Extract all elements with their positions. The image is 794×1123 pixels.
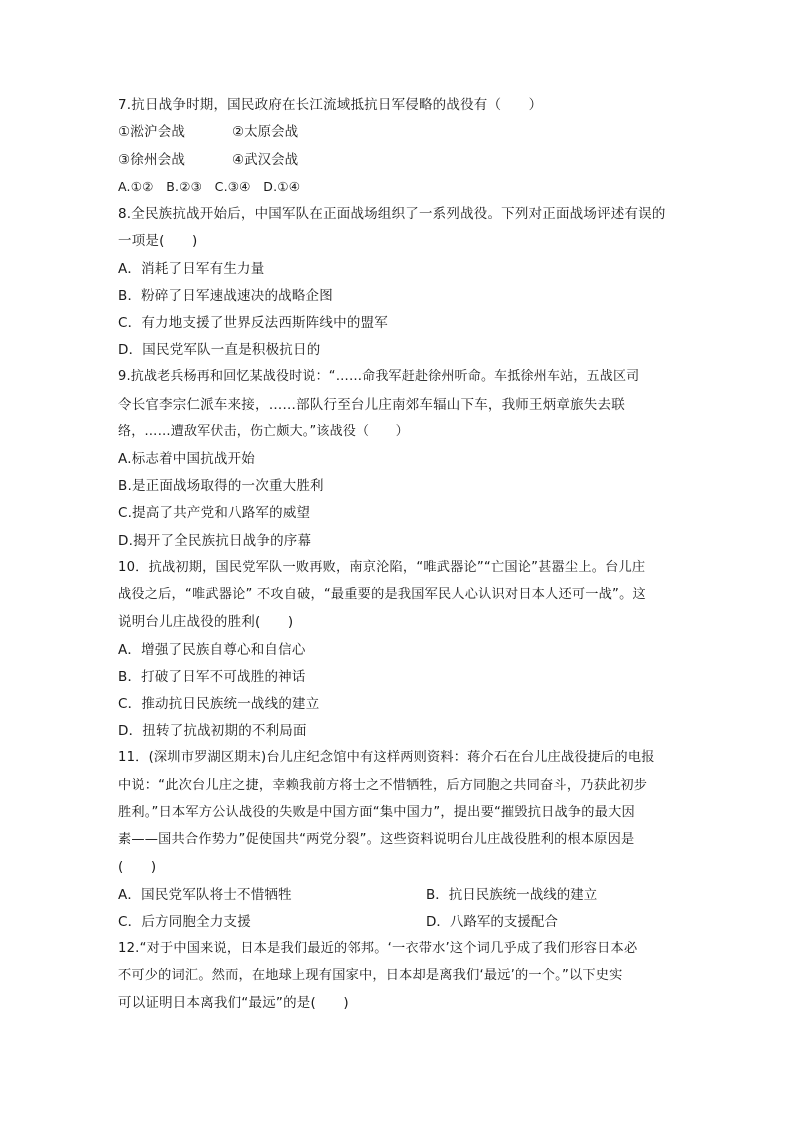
q8-option-d: D．国民党军队一直是积极抗日的 [118, 342, 321, 358]
q11-stem-line-3: 胜利。”日本军方公认战役的失败是中国方面“集中国力”，提出要“摧毁抗日战争的最大因 [118, 805, 635, 820]
q12-stem-line-3: 可以证明日本离我们“最远”的是( ) [118, 995, 349, 1011]
q8-option-a: A．消耗了日军有生力量 [118, 261, 265, 277]
q7-stem: 7.抗日战争时期，国民政府在长江流域抵抗日军侵略的战役有（ ） [118, 97, 543, 113]
q12-stem-line-2: 不可少的词汇。然而，在地球上现有国家中，日本却是离我们‘最远’的一个。”以下史实 [118, 968, 623, 983]
q10-stem-line-1: 10．抗战初期，国民党军队一败再败，南京沦陷，“唯武器论”“亡国论”甚嚣尘上。台儿庄 [118, 560, 646, 575]
q12-stem-line-1: 12.“对于中国来说，日本是我们最近的邻邦。‘一衣带水’这个词几乎成了我们形容日本必 [118, 941, 638, 956]
q10-option-c: C．推动抗日民族统一战线的建立 [118, 696, 320, 712]
q11-option-c: C．后方同胞全力支援 [118, 914, 251, 930]
q7-item-4: ④武汉会战 [232, 152, 299, 168]
q7-options: A.①② B.②③ C.③④ D.①④ [118, 179, 301, 194]
q11-option-a: A．国民党军队将士不惜牺牲 [118, 887, 292, 903]
q11-option-d: D．八路军的支援配合 [426, 914, 558, 930]
q10-option-b: B．打破了日军不可战胜的神话 [118, 669, 306, 685]
q8-option-c: C．有力地支援了世界反法西斯阵线中的盟军 [118, 315, 388, 331]
q8-option-b: B．粉碎了日军速战速决的战略企图 [118, 288, 333, 304]
q7-item-3: ③徐州会战 [118, 152, 186, 168]
q9-stem-line-2: 令长官李宗仁派车来接，……部队行至台儿庄南郊车辐山下车，我师王炳章旅失去联 [118, 397, 625, 413]
q7-item-1: ①淞沪会战 [118, 124, 186, 140]
q8-stem-line-2: 一项是( ) [118, 233, 198, 249]
q9-option-c: C.提高了共产党和八路军的威望 [118, 505, 311, 521]
q10-option-d: D．扭转了抗战初期的不利局面 [118, 723, 307, 739]
q9-option-d: D.揭开了全民族抗日战争的序幕 [118, 533, 312, 549]
q11-stem-line-5: ( ) [118, 859, 157, 875]
q10-stem-line-2: 战役之后，“唯武器论” 不攻自破，“最重要的是我国军民人心认识对日本人还可一战”。这 [118, 587, 646, 602]
q9-option-b: B.是正面战场取得的一次重大胜利 [118, 478, 324, 494]
q11-stem-line-4: 素——国共合作势力”促使国共“两党分裂”。这些资料说明台儿庄战役胜利的根本原因是 [118, 832, 635, 847]
q10-option-a: A．增强了民族自尊心和自信心 [118, 642, 306, 658]
q9-stem-line-1: 9.抗战老兵杨再和回忆某战役时说：“……命我军赶赴徐州听命。车抵徐州车站，五战区司 [118, 369, 640, 384]
q11-option-b: B．抗日民族统一战线的建立 [426, 887, 598, 903]
q9-option-a: A.标志着中国抗战开始 [118, 451, 255, 467]
q7-item-2: ②太原会战 [232, 124, 299, 140]
q11-stem-line-2: 中说：“此次台儿庄之捷，幸赖我前方将士之不惜牺牲，后方同胞之共同奋斗，乃获此初步 [118, 778, 648, 793]
q8-stem-line-1: 8.全民族抗战开始后，中国军队在正面战场组织了一系列战役。下列对正面战场评述有误的 [118, 206, 666, 222]
q10-stem-line-3: 说明台儿庄战役的胜利( ) [118, 614, 294, 630]
q11-stem-line-1: 11．(深圳市罗湖区期末)台儿庄纪念馆中有这样两则资料：蒋介石在台儿庄战役捷后的电报 [118, 750, 655, 765]
q9-stem-line-3: 络，……遭敌军伏击，伤亡颇大。”该战役（ ） [118, 424, 409, 439]
